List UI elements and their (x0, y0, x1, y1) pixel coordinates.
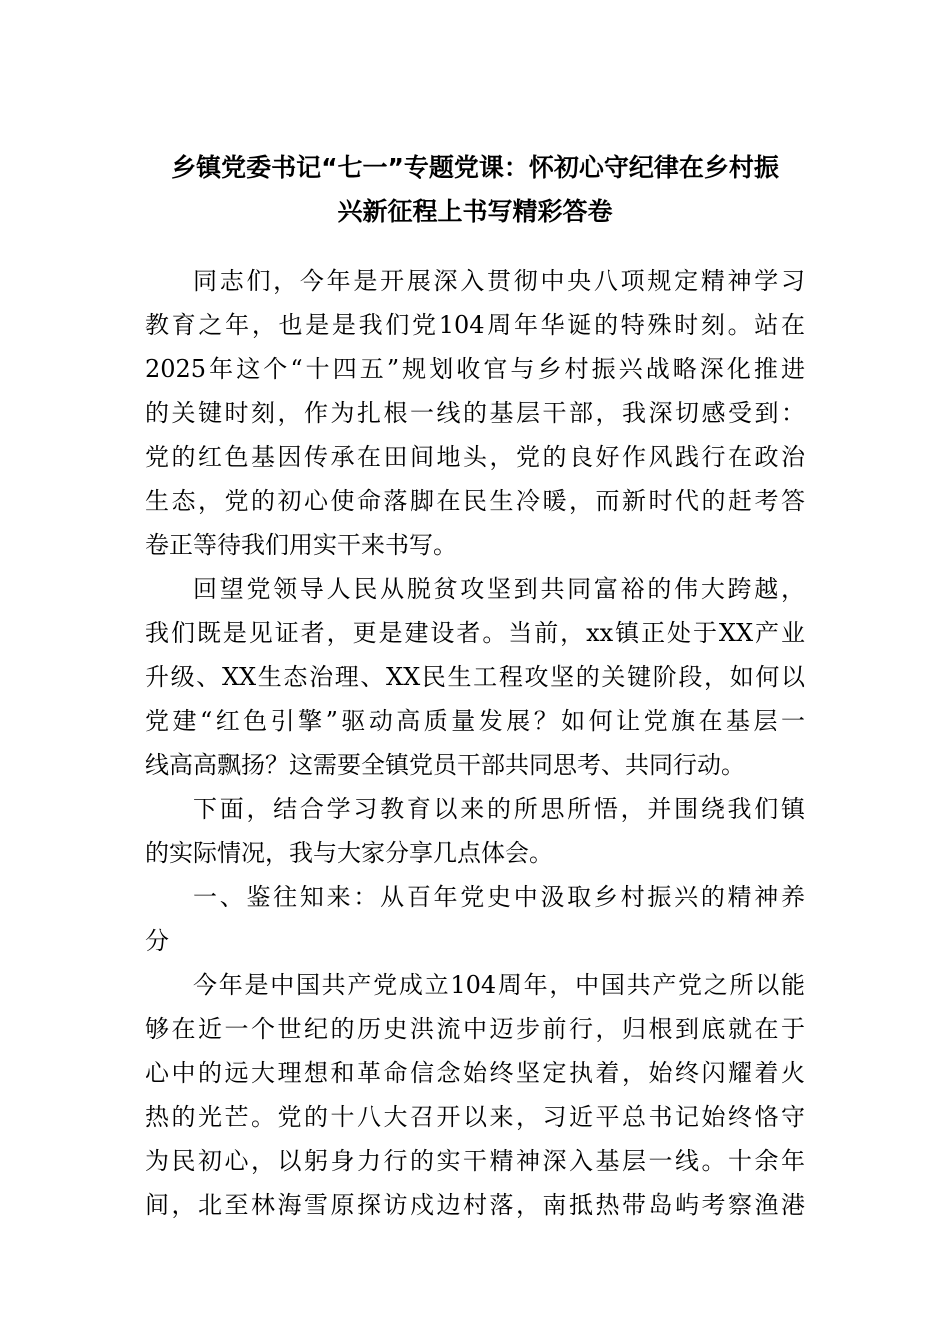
body-line: 党的红色基因传承在田间地头，党的良好作风践行在政治 (145, 443, 805, 471)
title-line: 兴新征程上书写精彩答卷 (337, 197, 613, 226)
body-line: 回望党领导人民从脱贫攻坚到共同富裕的伟大跨越， (193, 575, 805, 603)
title-line: 乡镇党委书记“七一”专题党课：怀初心守纪律在乡村振 (171, 153, 779, 182)
body-line: 的实际情况，我与大家分享几点体会。 (145, 839, 553, 867)
body-line: 同志们，今年是开展深入贯彻中央八项规定精神学习 (193, 267, 805, 295)
body-line: 为民初心，以躬身力行的实干精神深入基层一线。十余年 (145, 1147, 805, 1175)
body-line: 够在近一个世纪的历史洪流中迈步前行，归根到底就在于 (145, 1015, 805, 1043)
body-line: 2025年这个“十四五”规划收官与乡村振兴战略深化推进 (145, 355, 805, 383)
body-line: 今年是中国共产党成立104周年，中国共产党之所以能 (193, 971, 805, 999)
body-line: 间，北至林海雪原探访戍边村落，南抵热带岛屿考察渔港 (145, 1191, 805, 1219)
body-line: 我们既是见证者，更是建设者。当前，xx镇正处于XX产业 (145, 619, 805, 647)
body-line: 热的光芒。党的十八大召开以来，习近平总书记始终恪守 (145, 1103, 805, 1131)
body-line: 下面，结合学习教育以来的所思所悟，并围绕我们镇 (193, 795, 805, 823)
body-line: 卷正等待我们用实干来书写。 (145, 531, 457, 559)
body-line: 一、鉴往知来：从百年党史中汲取乡村振兴的精神养 (193, 883, 805, 911)
document-title (145, 146, 805, 234)
body-line: 的关键时刻，作为扎根一线的基层干部，我深切感受到： (145, 399, 805, 427)
body-line: 线高高飘扬？这需要全镇党员干部共同思考、共同行动。 (145, 751, 745, 779)
body-line: 教育之年，也是是我们党104周年华诞的特殊时刻。站在 (145, 311, 805, 339)
body-line: 心中的远大理想和革命信念始终坚定执着，始终闪耀着火 (145, 1059, 805, 1087)
body-line: 生态，党的初心使命落脚在民生冷暖，而新时代的赶考答 (145, 487, 805, 515)
body-line: 升级、XX生态治理、XX民生工程攻坚的关键阶段，如何以 (145, 663, 805, 691)
body-line: 党建“红色引擎”驱动高质量发展？如何让党旗在基层一 (145, 707, 805, 735)
body-line: 分 (145, 927, 169, 955)
document-body (145, 259, 805, 1227)
